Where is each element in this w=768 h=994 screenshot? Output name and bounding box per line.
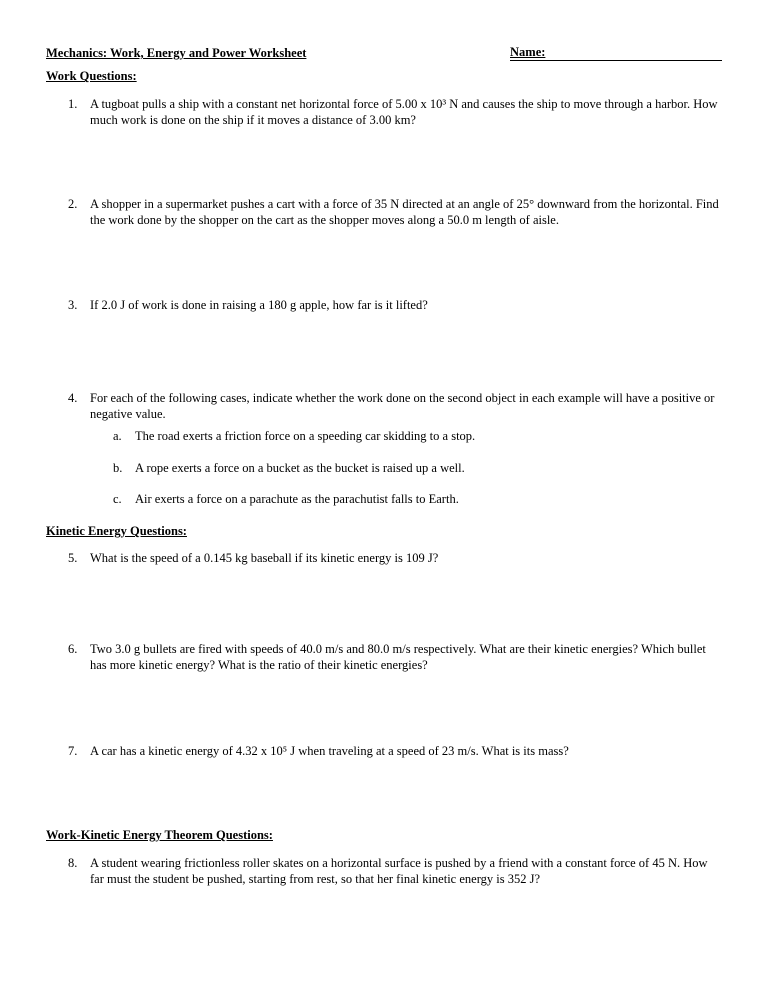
question-2 bbox=[68, 196, 722, 229]
section-heading-work: Work Questions: bbox=[46, 69, 137, 84]
question-number: 5. bbox=[68, 551, 78, 566]
subitem-letter: c. bbox=[113, 491, 122, 506]
question-4a bbox=[113, 428, 722, 444]
question-text: A tugboat pulls a ship with a constant net horizontal force of 5.00 x 10³ N and causes the ship to move through a harbor. How much work is done on the ship if it moves a distance of 3.00 km? bbox=[90, 96, 718, 127]
question-text: For each of the following cases, indicate whether the work done on the second object in each example will have a positive or negative value. bbox=[90, 390, 715, 421]
question-number: 7. bbox=[68, 744, 78, 758]
subitem-text: The road exerts a friction force on a speeding car skidding to a stop. bbox=[135, 429, 476, 444]
question-number: 4. bbox=[68, 390, 78, 405]
question-text: What is the speed of a 0.145 kg baseball if its kinetic energy is 109 J? bbox=[90, 551, 439, 566]
question-number: 8. bbox=[68, 855, 78, 870]
question-text: A car has a kinetic energy of 4.32 x 10⁵ J when traveling at a speed of 23 m/s. What is its mass? bbox=[90, 744, 569, 758]
name-blank-line bbox=[510, 44, 722, 61]
question-text: A shopper in a supermarket pushes a cart with a force of 35 N directed at an angle of 25° downward from the horizontal. Find the work done by the shopper on the cart as the shopper moves along a 50.0 m length of aisle. bbox=[90, 197, 719, 228]
question-5 bbox=[68, 550, 722, 566]
question-6 bbox=[68, 641, 722, 674]
section-work-kinetic-theorem-questions bbox=[46, 827, 722, 887]
subitem-letter: b. bbox=[113, 460, 123, 475]
question-number: 1. bbox=[68, 96, 78, 111]
question-8 bbox=[68, 855, 722, 888]
section-work-questions bbox=[46, 68, 722, 507]
question-text: If 2.0 J of work is done in raising a 180 g apple, how far is it lifted? bbox=[90, 297, 428, 312]
name-label: Name: bbox=[510, 45, 546, 59]
question-number: 2. bbox=[68, 197, 78, 211]
question-4b bbox=[113, 460, 722, 476]
question-text: Two 3.0 g bullets are fired with speeds of 40.0 m/s and 80.0 m/s respectively. What are their kinetic energies? Which bullet has more kinetic energy? What is the ratio of their kinetic energies? bbox=[90, 641, 706, 672]
header bbox=[46, 44, 722, 61]
question-7 bbox=[68, 743, 722, 759]
question-4c bbox=[113, 491, 722, 507]
section-heading-theorem: Work-Kinetic Energy Theorem Questions: bbox=[46, 828, 273, 843]
subitem-letter: a. bbox=[113, 429, 122, 444]
question-number: 6. bbox=[68, 641, 78, 656]
section-kinetic-energy-questions bbox=[46, 523, 722, 759]
worksheet-title: Mechanics: Work, Energy and Power Worksheet bbox=[46, 46, 307, 60]
question-1 bbox=[68, 96, 722, 129]
subitem-text: A rope exerts a force on a bucket as the bucket is raised up a well. bbox=[135, 460, 465, 475]
subitem-text: Air exerts a force on a parachute as the parachutist falls to Earth. bbox=[135, 491, 459, 506]
question-4 bbox=[68, 390, 722, 423]
section-heading-kinetic: Kinetic Energy Questions: bbox=[46, 524, 187, 538]
question-3 bbox=[68, 297, 722, 313]
question-text: A student wearing frictionless roller skates on a horizontal surface is pushed by a friend with a constant force of 45 N. How far must the student be pushed, starting from rest, so that her final kinetic energy is 352 J? bbox=[90, 855, 708, 886]
question-number: 3. bbox=[68, 297, 78, 312]
